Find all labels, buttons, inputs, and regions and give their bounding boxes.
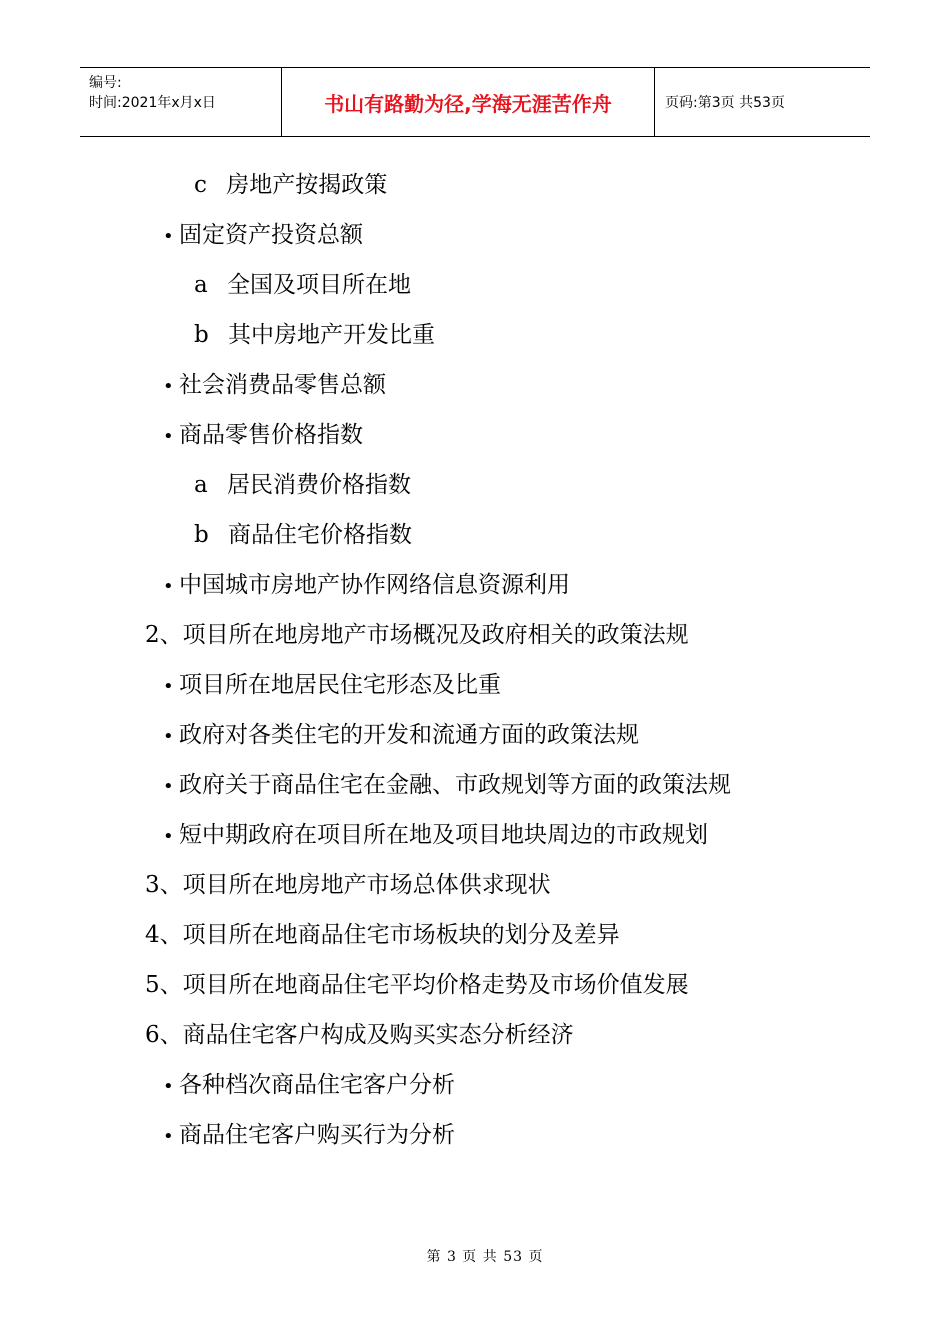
bullet-icon: • (163, 826, 174, 847)
list-item-text: 固定资产投资总额 (179, 222, 363, 248)
list-item (163, 1110, 455, 1160)
list-item-text: 其中房地产开发比重 (228, 322, 436, 348)
section-heading (145, 610, 689, 660)
list-item (163, 660, 501, 710)
bullet-icon: • (163, 1076, 174, 1097)
section-heading (145, 960, 689, 1010)
list-marker: a (194, 272, 208, 298)
list-item (163, 210, 363, 260)
document-date: 时间:2021年x月x日 (89, 95, 216, 111)
header-motto: 书山有路勤为径,学海无涯苦作舟 (282, 68, 655, 136)
page-header (80, 67, 870, 137)
list-item (163, 360, 386, 410)
section-heading (145, 860, 551, 910)
list-marker: b (194, 522, 209, 548)
list-item (163, 410, 363, 460)
bullet-icon: • (163, 776, 174, 797)
list-item-text: 项目所在地居民住宅形态及比重 (179, 672, 501, 698)
list-marker: c (194, 172, 207, 198)
page-footer: 第 3 页 共 53 页 (426, 1249, 544, 1265)
list-item-text: 各种档次商品住宅客户分析 (179, 1072, 455, 1098)
header-meta (80, 68, 282, 136)
list-item (163, 710, 639, 760)
list-item (194, 310, 435, 360)
bullet-icon: • (163, 1126, 174, 1147)
list-item (163, 560, 570, 610)
list-item-text: 社会消费品零售总额 (179, 372, 386, 398)
list-item-text: 全国及项目所在地 (227, 272, 412, 298)
list-item-text: 政府对各类住宅的开发和流通方面的政策法规 (179, 722, 639, 748)
section-heading-text: 4、项目所在地商品住宅市场板块的划分及差异 (145, 922, 620, 948)
section-heading (145, 910, 620, 960)
list-marker: b (194, 322, 209, 348)
document-number-label: 编号: (89, 75, 122, 91)
list-item-text: 中国城市房地产协作网络信息资源利用 (179, 572, 570, 598)
list-item-text: 政府关于商品住宅在金融、市政规划等方面的政策法规 (179, 772, 731, 798)
list-item-text: 商品住宅客户购买行为分析 (179, 1122, 455, 1148)
section-heading-text: 3、项目所在地房地产市场总体供求现状 (145, 872, 551, 898)
list-item (194, 460, 411, 510)
list-item (194, 260, 411, 310)
list-item (163, 810, 708, 860)
list-marker: a (194, 472, 208, 498)
list-item (163, 1060, 455, 1110)
bullet-icon: • (163, 376, 174, 397)
section-heading-text: 6、商品住宅客户构成及购买实态分析经济 (145, 1022, 574, 1048)
list-item (163, 760, 731, 810)
list-item-text: 短中期政府在项目所在地及项目地块周边的市政规划 (179, 822, 708, 848)
section-heading (145, 1010, 574, 1060)
list-item (194, 160, 387, 210)
list-item (194, 510, 412, 560)
bullet-icon: • (163, 676, 174, 697)
bullet-icon: • (163, 576, 174, 597)
list-item-text: 商品零售价格指数 (179, 422, 363, 448)
list-item-text: 房地产按揭政策 (226, 172, 388, 198)
list-item-text: 商品住宅价格指数 (228, 522, 413, 548)
section-heading-text: 2、项目所在地房地产市场概况及政府相关的政策法规 (145, 622, 689, 648)
bullet-icon: • (163, 426, 174, 447)
list-item-text: 居民消费价格指数 (227, 472, 412, 498)
bullet-icon: • (163, 226, 174, 247)
section-heading-text: 5、项目所在地商品住宅平均价格走势及市场价值发展 (145, 972, 689, 998)
header-page-info: 页码:第3页 共53页 (665, 95, 785, 111)
bullet-icon: • (163, 726, 174, 747)
